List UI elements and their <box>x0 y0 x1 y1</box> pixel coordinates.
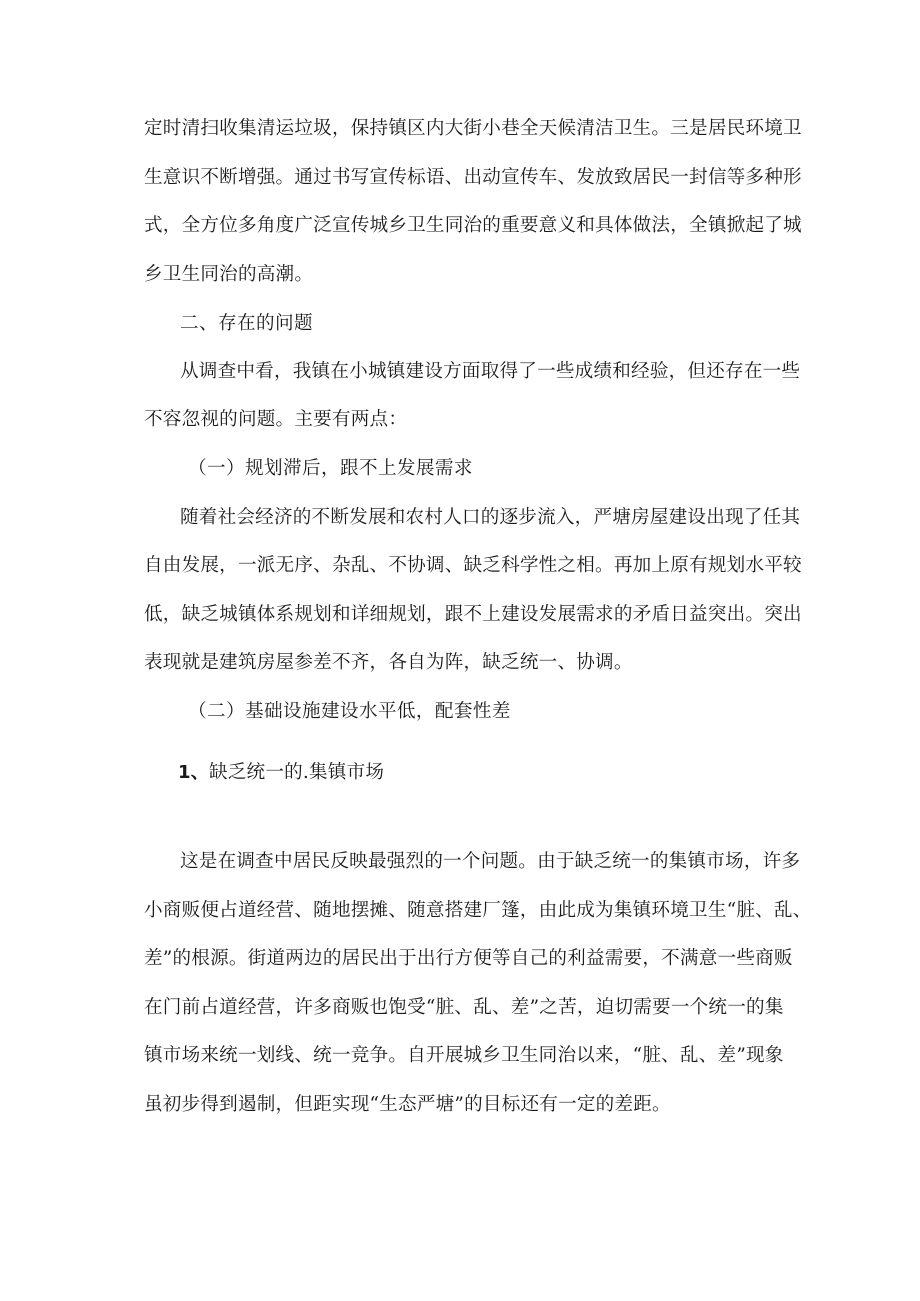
section-heading: 二、存在的问题 <box>180 313 313 334</box>
body-line: 不容忽视的问题。主要有两点： <box>144 409 408 430</box>
body-line: 从调查中看，我镇在小城镇建设方面取得了一些成绩和经验，但还存在一些 <box>180 361 801 382</box>
body-line: 小商贩便占道经营、随地摆摊、随意搭建厂篷，由此成为集镇环境卫生“脏、乱、 <box>144 900 812 921</box>
body-line: 式，全方位多角度广泛宣传城乡卫生同治的重要意义和具体做法，全镇掀起了城 <box>144 215 802 236</box>
body-line: 镇市场来统一划线、统一竞争。自开展城乡卫生同治以来，“脏、乱、差”现象 <box>144 1045 784 1066</box>
body-line: 自由发展，一派无序、杂乱、不协调、缺乏科学性之相。再加上原有规划水平较 <box>144 555 802 576</box>
item-title: 缺乏统一的.集镇市场 <box>208 762 385 783</box>
body-line: 随着社会经济的不断发展和农村人口的逐步流入，严塘房屋建设出现了任其 <box>180 507 801 528</box>
subsection-heading: （一）规划滞后，跟不上发展需求 <box>188 458 473 479</box>
body-line: 乡卫生同治的高潮。 <box>144 264 314 285</box>
body-line: 在门前占道经营，许多商贩也饱受“脏、乱、差”之苦，迫切需要一个统一的集 <box>144 997 784 1018</box>
body-line: 差”的根源。街道两边的居民出于出行方便等自己的利益需要，不满意一些商贩 <box>144 948 793 969</box>
body-line: 虽初步得到遏制，但距实现“生态严塘”的目标还有一定的差距。 <box>144 1094 671 1115</box>
item-number: 1、 <box>178 762 209 783</box>
subsection-heading: （二）基础设施建设水平低，配套性差 <box>188 701 511 722</box>
body-line: 低，缺乏城镇体系规划和详细规划，跟不上建设发展需求的矛盾日益突出。突出 <box>144 604 802 625</box>
body-line: 表现就是建筑房屋参差不齐，各自为阵，缺乏统一、协调。 <box>144 652 633 673</box>
body-line: 这是在调查中居民反映最强烈的一个问题。由于缺乏统一的集镇市场，许多 <box>180 851 801 872</box>
item-heading <box>178 762 384 784</box>
body-line: 定时清扫收集清运垃圾，保持镇区内大街小巷全天候清洁卫生。三是居民环境卫 <box>144 118 802 139</box>
body-line: 生意识不断增强。通过书写宣传标语、出动宣传车、发放致居民一封信等多种形 <box>144 167 802 188</box>
